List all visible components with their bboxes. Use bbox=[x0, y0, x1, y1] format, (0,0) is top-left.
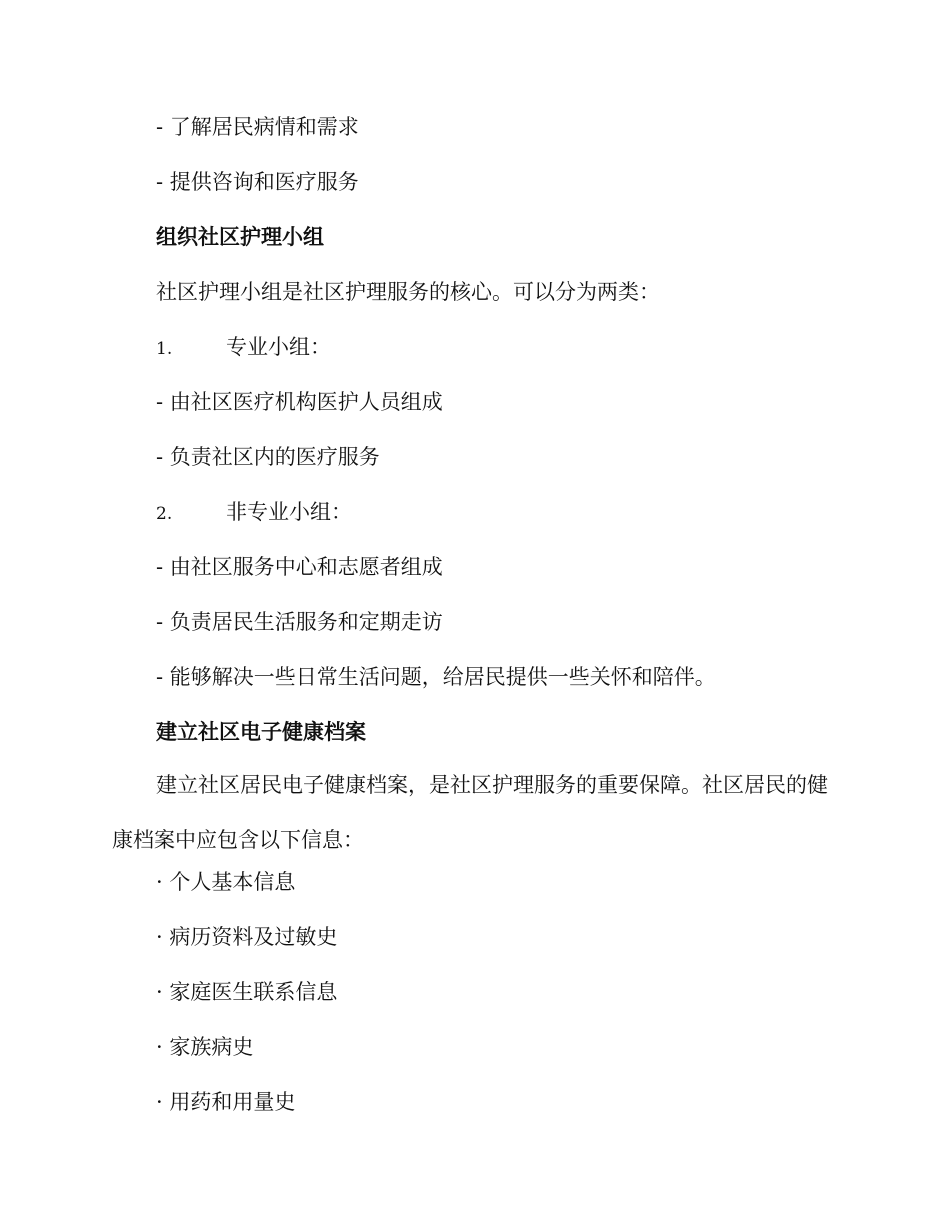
bullet-item-medical-history: · 病历资料及过敏史 bbox=[156, 925, 338, 949]
dash-item-consulting-services: - 提供咨询和医疗服务 bbox=[156, 170, 359, 194]
bullet-item-family-doctor: · 家庭医生联系信息 bbox=[156, 980, 338, 1004]
numbered-item-nonprofessional-group bbox=[156, 499, 352, 527]
dash-item-medical-services: - 负责社区内的医疗服务 bbox=[156, 445, 380, 469]
dash-item-understand-needs: - 了解居民病情和需求 bbox=[156, 115, 359, 139]
dash-item-volunteers: - 由社区服务中心和志愿者组成 bbox=[156, 555, 443, 579]
paragraph-nursing-groups-intro: 社区护理小组是社区护理服务的核心。可以分为两类： bbox=[156, 280, 660, 304]
bullet-item-basic-info: · 个人基本信息 bbox=[156, 870, 296, 894]
list-item-text: 非专业小组： bbox=[226, 500, 352, 524]
dash-item-medical-staff: - 由社区医疗机构医护人员组成 bbox=[156, 390, 443, 414]
numbered-item-professional-group bbox=[156, 334, 331, 362]
dash-item-care-companionship: - 能够解决一些日常生活问题，给居民提供一些关怀和陪伴。 bbox=[156, 665, 716, 689]
list-item-text: 专业小组： bbox=[226, 335, 331, 359]
bullet-item-family-history: · 家族病史 bbox=[156, 1035, 254, 1059]
section-heading-nursing-groups: 组织社区护理小组 bbox=[156, 225, 324, 249]
dash-item-life-services: - 负责居民生活服务和定期走访 bbox=[156, 610, 443, 634]
list-number: 2. bbox=[156, 504, 173, 524]
paragraph-health-records: 建立社区居民电子健康档案，是社区护理服务的重要保障。社区居民的健康档案中应包含以下信息： bbox=[112, 773, 828, 852]
section-heading-health-records: 建立社区电子健康档案 bbox=[156, 720, 366, 744]
list-number: 1. bbox=[156, 339, 173, 359]
bullet-item-medication-history: · 用药和用量史 bbox=[156, 1090, 296, 1114]
